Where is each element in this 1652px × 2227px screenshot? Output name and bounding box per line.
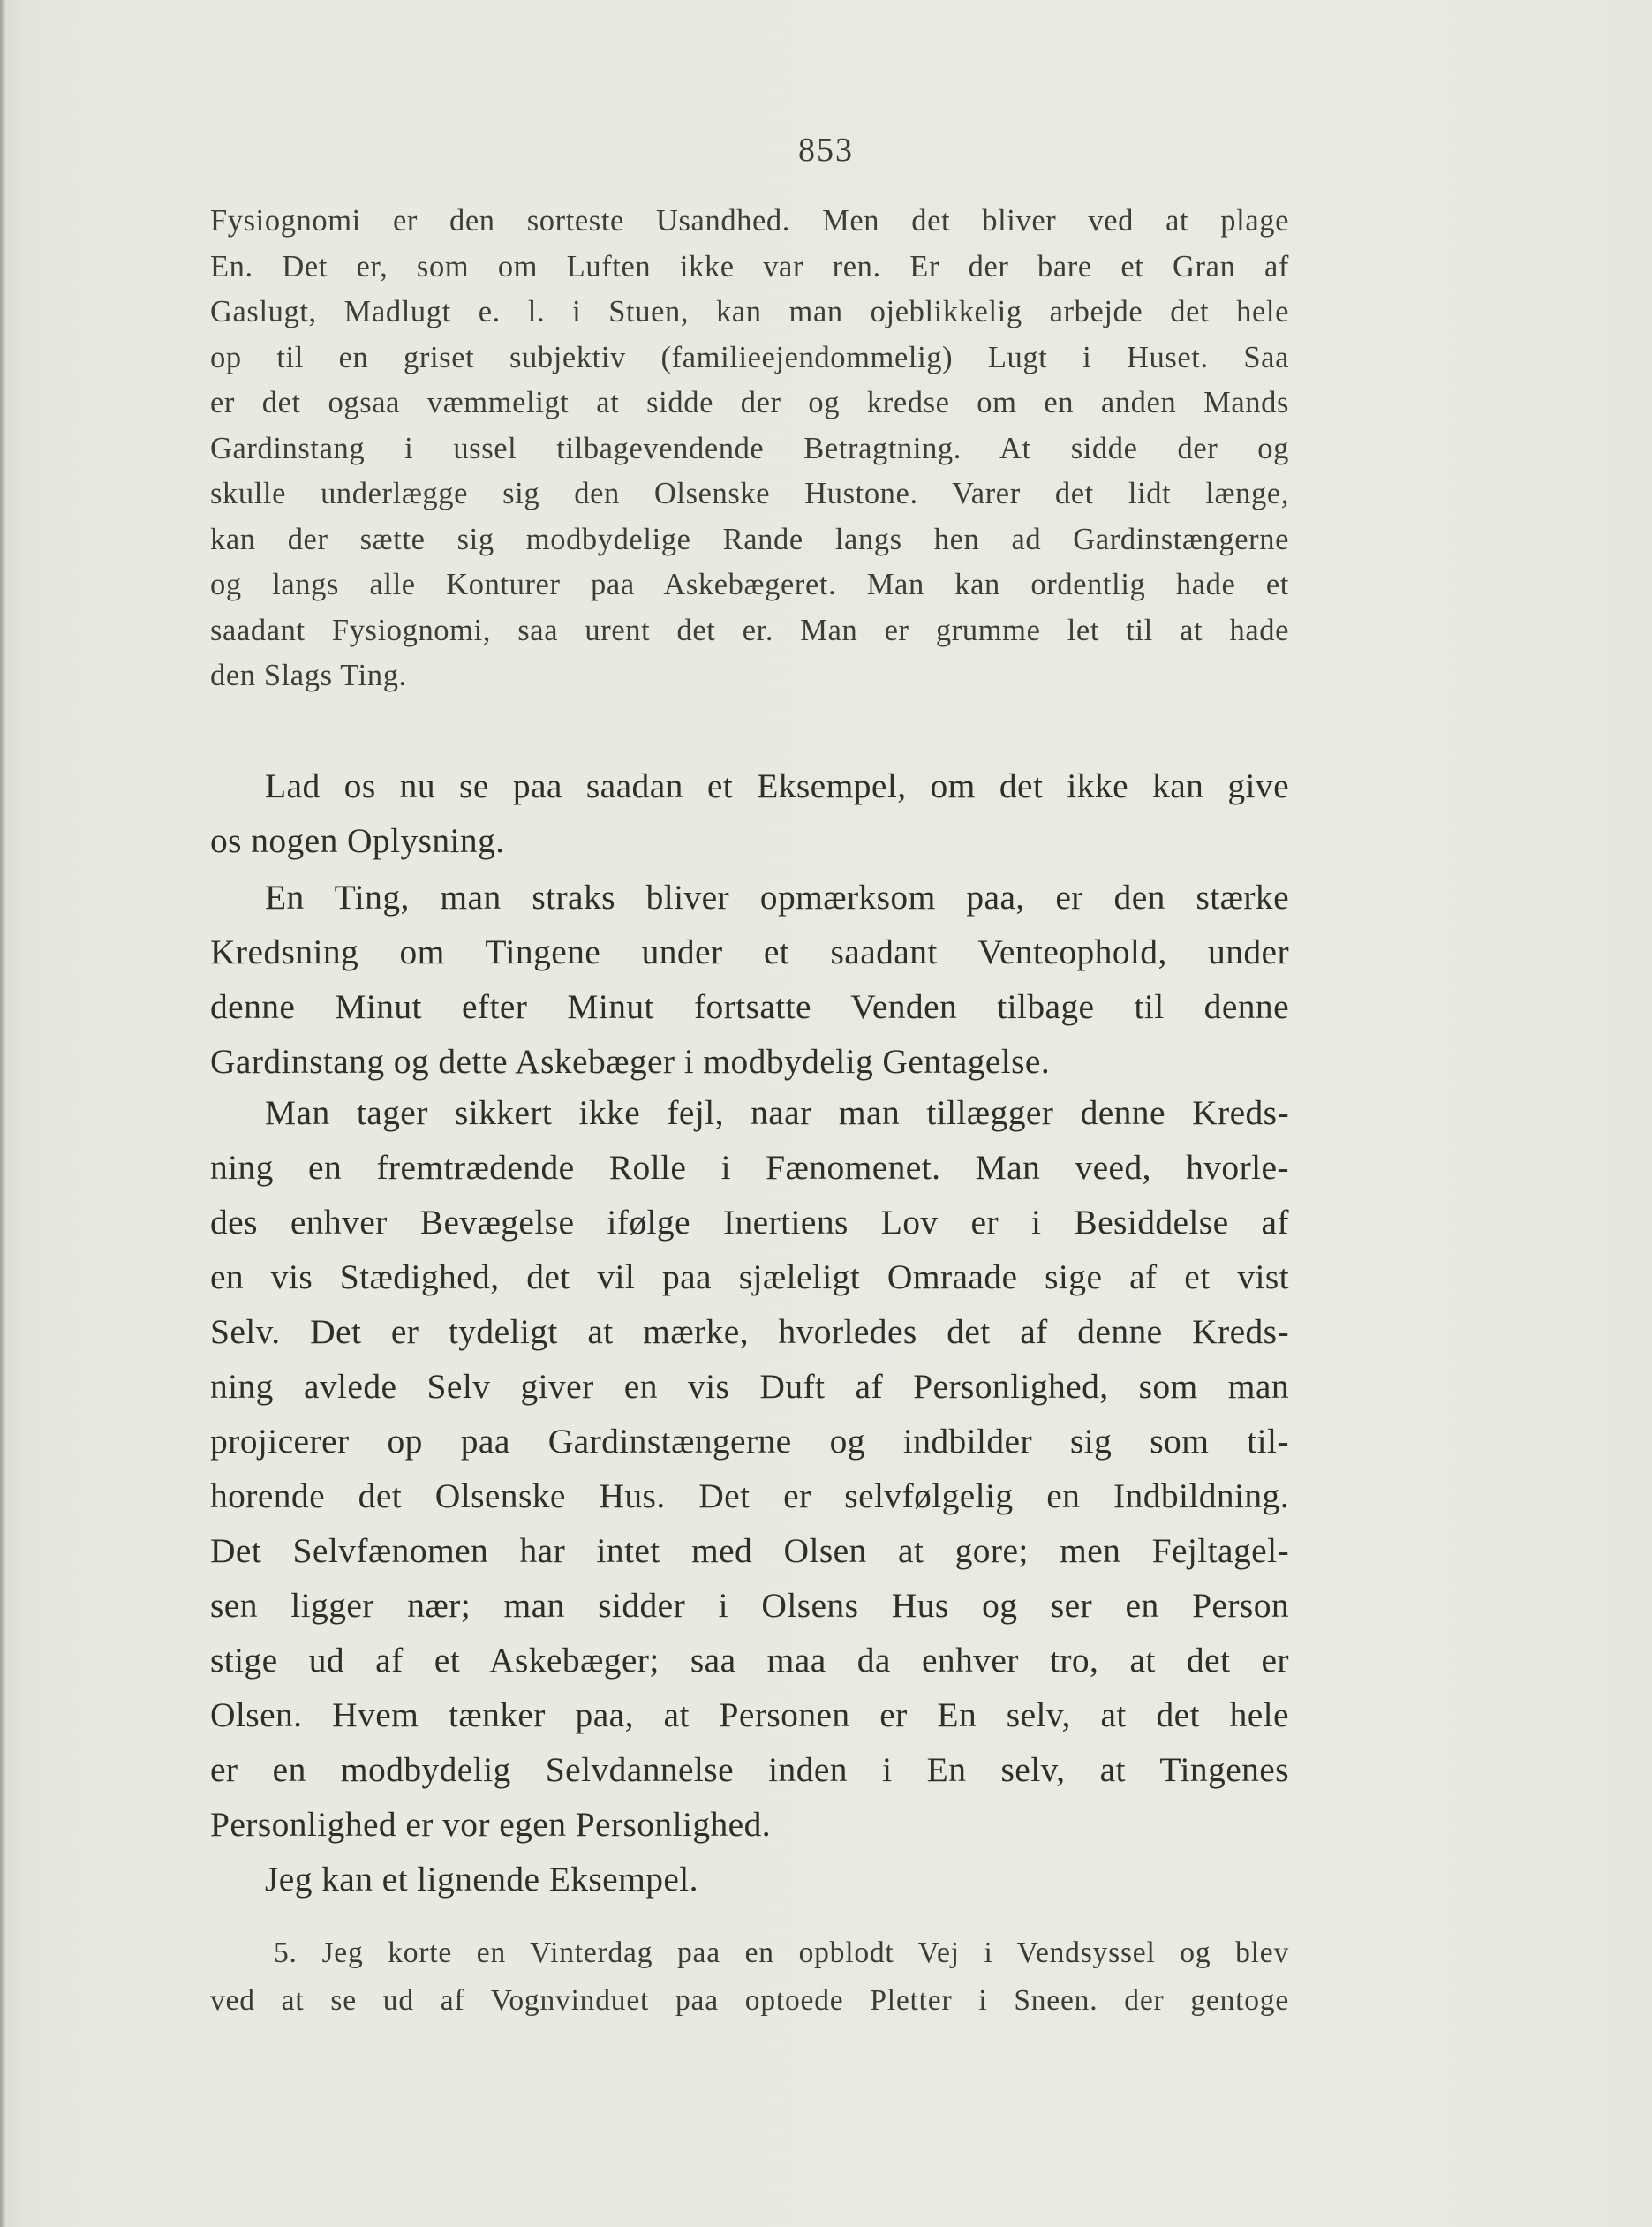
text-line: Kredsning om Tingene under et saadant Venteophold, under — [210, 932, 1289, 971]
text-line: en vis Stædighed, det vil paa sjæleligt Omraade sige af et vist — [210, 1257, 1289, 1296]
text-line: Personlighed er vor egen Personlighed. — [210, 1805, 771, 1844]
text-line: En Ting, man straks bliver opmærksom paa, er den stærke — [265, 878, 1289, 917]
text-line: er en modbydelig Selvdannelse inden i En selv, at Tingenes — [210, 1750, 1289, 1789]
text-line: Det Selvfænomen har intet med Olsen at gore; men Fejltagel- — [210, 1531, 1289, 1570]
text-line: Gaslugt, Madlugt e. l. i Stuen, kan man ojeblikkelig arbejde det hele — [210, 295, 1289, 328]
text-line: Fysiognomi er den sorteste Usandhed. Men det bliver ved at plage — [210, 204, 1289, 238]
text-line: Gardinstang og dette Askebæger i modbydelig Gentagelse. — [210, 1042, 1051, 1081]
footnote-line: 5. Jeg korte en Vinterdag paa en opblodt Vej i Vendsyssel og blev — [274, 1936, 1289, 1969]
text-line: er det ogsaa væmmeligt at sidde der og kredse om en anden Mands — [210, 386, 1289, 419]
paragraph-4 — [210, 1852, 1289, 1906]
text-line: Jeg kan et lignende Eksempel. — [265, 1860, 698, 1899]
text-line: Selv. Det er tydeligt at mærke, hvorledes det af denne Kreds- — [210, 1312, 1289, 1351]
paragraph-2 — [210, 870, 1289, 1089]
page-number: 853 — [798, 132, 854, 169]
text-line: os nogen Oplysning. — [210, 821, 505, 860]
footnote — [210, 1929, 1289, 2025]
text-line: ning avlede Selv giver en vis Duft af Personlighed, som man — [210, 1367, 1289, 1406]
text-line: skulle underlægge sig den Olsenske Hustone. Varer det lidt længe, — [210, 477, 1289, 510]
paragraph-3 — [210, 1085, 1289, 1852]
text-line: sen ligger nær; man sidder i Olsens Hus og ser en Person — [210, 1586, 1289, 1625]
text-line: denne Minut efter Minut fortsatte Venden tilbage til denne — [210, 987, 1289, 1026]
text-line: Man tager sikkert ikke fejl, naar man tillægger denne Kreds- — [265, 1093, 1289, 1132]
text-line: Olsen. Hvem tænker paa, at Personen er En selv, at det hele — [210, 1695, 1289, 1734]
text-line: Gardinstang i ussel tilbagevendende Betragtning. At sidde der og — [210, 431, 1289, 465]
text-line: den Slags Ting. — [210, 659, 407, 692]
text-line: kan der sætte sig modbydelige Rande langs hen ad Gardinstængerne — [210, 522, 1289, 556]
text-line: projicerer op paa Gardinstængerne og indbilder sig som til- — [210, 1422, 1289, 1461]
text-line: og langs alle Konturer paa Askebægeret. Man kan ordentlig hade et — [210, 568, 1289, 601]
text-line: des enhver Bevægelse ifølge Inertiens Lov er i Besiddelse af — [210, 1203, 1289, 1242]
page-edge-shadow — [0, 0, 5, 2227]
text-line: op til en griset subjektiv (familieejendommelig) Lugt i Huset. Saa — [210, 340, 1289, 374]
text-line: ning en fremtrædende Rolle i Fænomenet. Man veed, hvorle- — [210, 1148, 1289, 1187]
text-line: horende det Olsenske Hus. Det er selvfølgelig en Indbildning. — [210, 1476, 1289, 1515]
paragraph-1 — [210, 759, 1289, 868]
top-paragraph — [210, 199, 1289, 699]
footnote-line: ved at se ud af Vognvinduet paa optoede Pletter i Sneen. der gentoge — [210, 1984, 1289, 2017]
text-line: stige ud af et Askebæger; saa maa da enhver tro, at det er — [210, 1641, 1289, 1680]
text-line: saadant Fysiognomi, saa urent det er. Man er grumme let til at hade — [210, 613, 1289, 647]
text-line: En. Det er, som om Luften ikke var ren. Er der bare et Gran af — [210, 249, 1289, 283]
text-line: Lad os nu se paa saadan et Eksempel, om det ikke kan give — [265, 766, 1289, 805]
